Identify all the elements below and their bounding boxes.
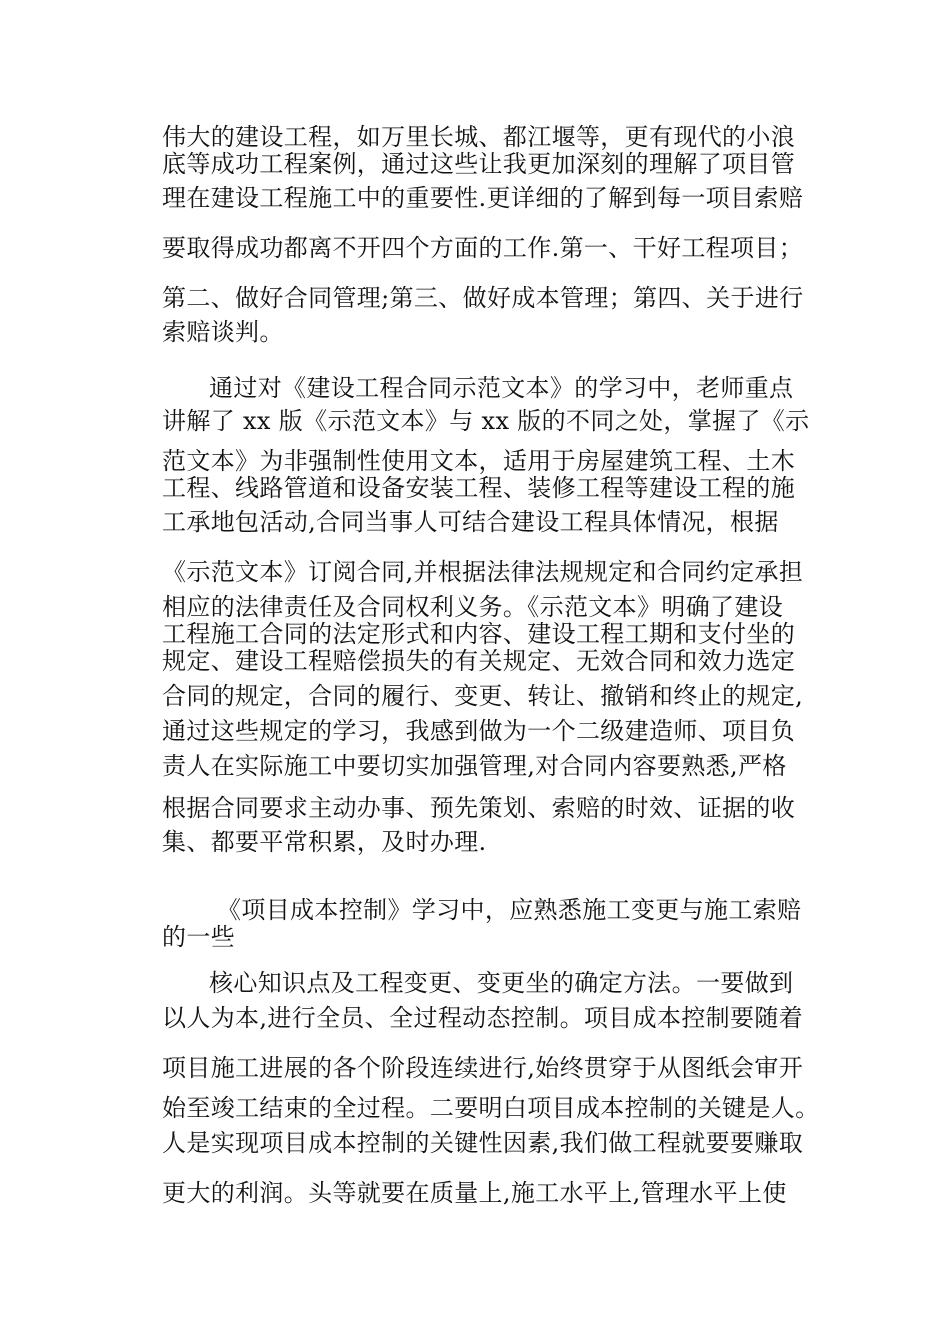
text-line: 责人在实际施工中要切实加强管理,对合同内容要熟悉,严格 <box>162 752 787 780</box>
text-line: 索赔谈判。 <box>162 318 284 346</box>
text-line: 以人为本,进行全员、全过程动态控制。项目成本控制要随着 <box>162 1004 804 1032</box>
text-line: 合同的规定，合同的履行、变更、转让、撤销和终止的规定, <box>162 682 804 710</box>
text-line: 始至竣工结束的全过程。二要明白项目成本控制的关键是人。 <box>162 1094 820 1122</box>
text-line: 工程施工合同的法定形式和内容、建设工程工期和支付坐的 <box>162 620 796 648</box>
text-line: 第二、做好合同管理;第三、做好成本管理；第四、关于进行 <box>162 284 804 312</box>
text-line: 规定、建设工程赔偿损失的有关规定、无效合同和效力选定 <box>162 647 796 675</box>
text-line: 要取得成功都离不开四个方面的工作.第一、干好工程项目； <box>162 234 804 262</box>
text-line: 项目施工进展的各个阶段连续进行,始终贯穿于从图纸会审开 <box>162 1054 804 1082</box>
text-line: 通过对《建设工程合同示范文本》的学习中，老师重点 <box>209 374 794 402</box>
text-line: 伟大的建设工程，如万里长城、都江堰等，更有现代的小浪 <box>162 123 796 151</box>
text-line: 工程、线路管道和设备安装工程、装修工程等建设工程的施 <box>162 474 796 502</box>
text-line: 的一些 <box>162 923 236 951</box>
text-line: 《项目成本控制》学习中，应熟悉施工变更与施工索赔 <box>217 896 802 924</box>
text-line: 《示范文本》订阅合同,并根据法律法规规定和合同约定承担 <box>162 558 804 586</box>
text-line: 更大的利润。头等就要在质量上,施工水平上,管理水平上使 <box>162 1179 787 1207</box>
text-line: 人是实现项目成本控制的关键性因素,我们做工程就要要赚取 <box>162 1129 804 1157</box>
text-line: 理在建设工程施工中的重要性.更详细的了解到每一项目索赔 <box>162 184 804 212</box>
text-line: 底等成功工程案例，通过这些让我更加深刻的理解了项目管 <box>162 150 796 178</box>
text-line: 集、都要平常积累，及时办理. <box>162 828 487 856</box>
text-line: 核心知识点及工程变更、变更坐的确定方法。一要做到 <box>209 969 794 997</box>
text-line: 讲解了 xx 版《示范文本》与 xx 版的不同之处，掌握了《示 <box>162 407 810 435</box>
text-line: 相应的法律责任及合同权利义务。《示范文本》明确了建设 <box>162 593 784 621</box>
text-line: 范文本》为非强制性使用文本，适用于房屋建筑工程、土木 <box>162 447 796 475</box>
text-line: 通过这些规定的学习，我感到做为一个二级建造师、项目负 <box>162 717 796 745</box>
text-line: 工承地包活动,合同当事人可结合建设工程具体情况，根据 <box>162 508 779 536</box>
text-line: 根据合同要求主动办事、预先策划、索赔的时效、证据的收 <box>162 794 796 822</box>
